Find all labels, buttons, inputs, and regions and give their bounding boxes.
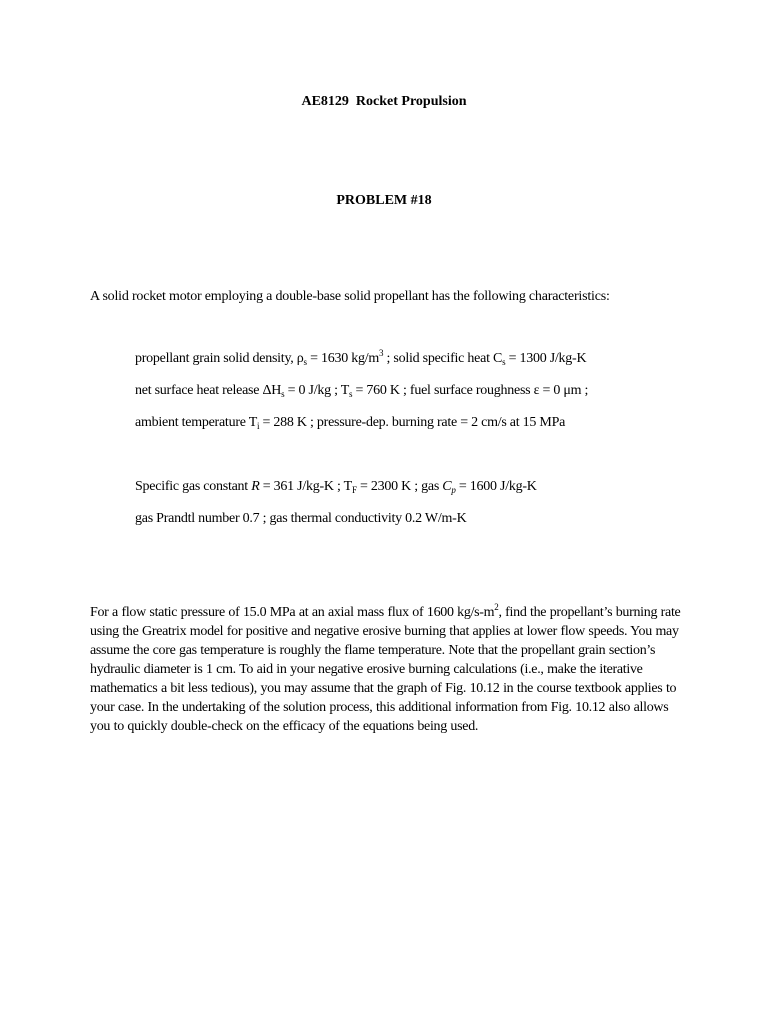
course-title: AE8129 Rocket Propulsion xyxy=(301,94,467,109)
property-line-gas-constant: Specific gas constant R = 361 J/kg-K ; $T_F = 2300$ K ; gas $C_p = 1600$ J/kg-K xyxy=(135,479,537,495)
property-line-density: propellant grain solid density, $\rho_s = 1630$ $kg/m^3$ ; solid specific heat $C_s = 1300$ J/kg-K xyxy=(135,348,587,367)
problem-title: PROBLEM #18 xyxy=(336,193,432,208)
problem-statement: For a flow static pressure of 15.0 MPa at an axial mass flux of 1600 $kg/s-m^2$, find the propellant’s burning rate using the Greatrix model for positive and negative erosive burning that applies at lower flow speeds. You may assume the core gas temperature is roughly the flame temperature. Note that the propellant grain section’s hydraulic diameter is 1 cm. To aid in your negative erosive burning calculations (i.e., make the iterative mathematics a bit less tedious), you may assume that the graph of Fig. 10.12 in the course textbook applies to your case. In the undertaking of the solution process, this additional information from Fig. 10.12 also allows you to quickly double-check on the efficacy of the equations being used. xyxy=(90,602,681,734)
property-line-ambient: ambient temperature $T_i = 288$ K ; pressure-dep. burning rate = 2 cm/s at 15 MPa xyxy=(135,415,566,431)
property-line-heat-release: net surface heat release $\Delta H_s = 0$ J/kg ; $T_s = 760$ K ; fuel surface roughness ε = 0 μm ; xyxy=(135,383,589,399)
property-line-prandtl: gas Prandtl number 0.7 ; gas thermal conductivity 0.2 W/m-K xyxy=(135,511,467,526)
intro-text: A solid rocket motor employing a double-base solid propellant has the following characteristics: xyxy=(90,289,610,304)
